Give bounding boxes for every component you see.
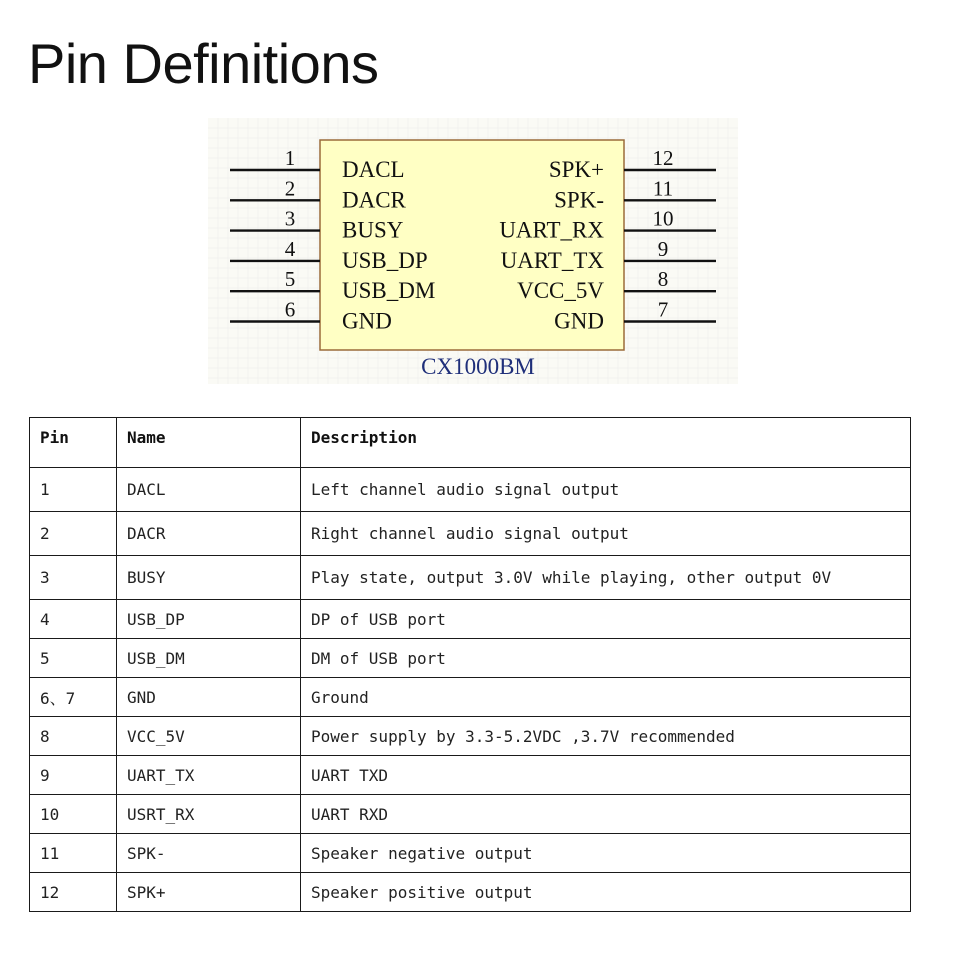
table-body (30, 468, 911, 912)
cell-name: DACR (117, 512, 301, 556)
pin-number: 5 (284, 267, 296, 292)
table-row (30, 512, 911, 556)
pin-label: DACL (342, 157, 405, 182)
cell-name: UART_TX (117, 756, 301, 795)
cell-description: Play state, output 3.0V while playing, other output 0V (301, 556, 911, 600)
pin-number: 3 (284, 206, 296, 231)
table-row (30, 756, 911, 795)
cell-pin: 8 (30, 717, 117, 756)
pin-number: 10 (652, 206, 674, 231)
cell-pin: 1 (30, 468, 117, 512)
cell-description: UART TXD (301, 756, 911, 795)
pin-label: DACR (342, 187, 406, 213)
cell-description: DP of USB port (301, 600, 911, 639)
cell-name: USB_DM (117, 639, 301, 678)
pin-number: 6 (284, 297, 296, 322)
chip-name: CX1000BM (421, 354, 535, 379)
pin-label: VCC_5V (517, 278, 604, 304)
cell-name: BUSY (117, 556, 301, 600)
cell-pin: 11 (30, 834, 117, 873)
pin-label: USB_DM (342, 278, 436, 304)
pin-number: 8 (657, 267, 669, 292)
pin-label: GND (342, 308, 392, 334)
cell-description: DM of USB port (301, 639, 911, 678)
pin-number: 12 (652, 146, 674, 170)
cell-description: Speaker positive output (301, 873, 911, 912)
table-row (30, 556, 911, 600)
pin-label: GND (554, 308, 604, 334)
cell-pin: 12 (30, 873, 117, 912)
cell-description: Left channel audio signal output (301, 468, 911, 512)
cell-description: Ground (301, 678, 911, 717)
cell-name: USRT_RX (117, 795, 301, 834)
cell-name: SPK- (117, 834, 301, 873)
cell-pin: 6、7 (30, 678, 117, 717)
table-row (30, 600, 911, 639)
cell-description: UART RXD (301, 795, 911, 834)
cell-pin: 2 (30, 512, 117, 556)
cell-name: VCC_5V (117, 717, 301, 756)
pinout-svg (208, 118, 738, 384)
pin-number: 9 (657, 236, 669, 261)
table-row (30, 678, 911, 717)
cell-name: GND (117, 678, 301, 717)
pinout-diagram (208, 118, 738, 384)
pin-label: UART_TX (500, 247, 604, 273)
cell-pin: 4 (30, 600, 117, 639)
pin-label: BUSY (342, 217, 404, 243)
header-name: Name (117, 418, 301, 468)
pin-number: 1 (284, 146, 296, 170)
table-row (30, 717, 911, 756)
cell-description: Speaker negative output (301, 834, 911, 873)
header-description: Description (301, 418, 911, 468)
cell-pin: 9 (30, 756, 117, 795)
cell-pin: 5 (30, 639, 117, 678)
cell-description: Right channel audio signal output (301, 512, 911, 556)
pin-label: UART_RX (499, 217, 604, 243)
cell-pin: 10 (30, 795, 117, 834)
pin-label: SPK- (554, 187, 604, 213)
cell-name: USB_DP (117, 600, 301, 639)
table-header-row (30, 418, 911, 468)
pin-label: USB_DP (342, 247, 428, 273)
pin-number: 4 (284, 236, 296, 261)
table-row (30, 468, 911, 512)
header-pin: Pin (30, 418, 117, 468)
table-row (30, 834, 911, 873)
table-row (30, 795, 911, 834)
pin-number: 7 (657, 297, 669, 322)
cell-name: SPK+ (117, 873, 301, 912)
pin-table (29, 417, 911, 912)
cell-pin: 3 (30, 556, 117, 600)
pin-label: SPK+ (548, 157, 604, 182)
page-title: Pin Definitions (28, 32, 379, 95)
pin-number: 11 (652, 176, 674, 201)
cell-name: DACL (117, 468, 301, 512)
table-row (30, 873, 911, 912)
pin-number: 2 (284, 176, 296, 201)
table-row (30, 639, 911, 678)
cell-description: Power supply by 3.3-5.2VDC ,3.7V recommended (301, 717, 911, 756)
